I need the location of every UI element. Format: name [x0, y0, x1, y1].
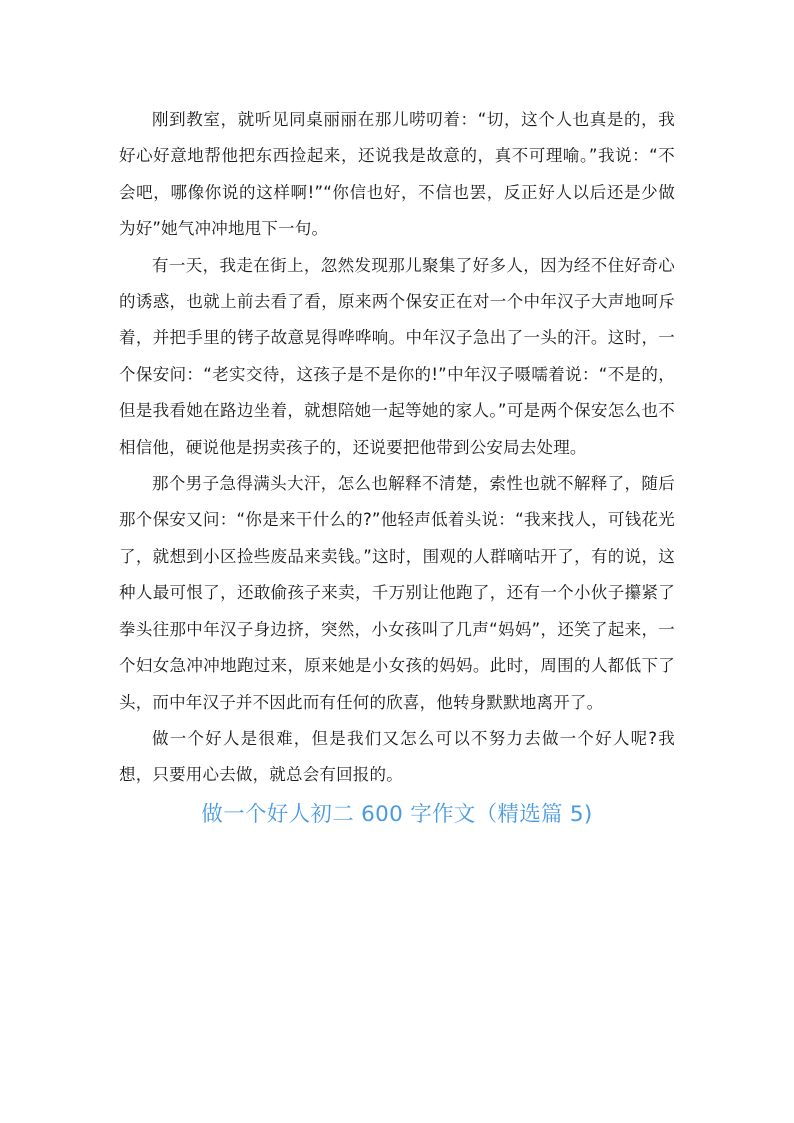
- paragraph-3: 那个男子急得满头大汗，怎么也解释不清楚，索性也就不解释了，随后那个保安又问：“你是来干什么的?”他轻声低着头说：“我来找人，可钱花光了，就想到小区捡些废品来卖钱。”这时，围观的人群嘀咕开了，有的说，这种人最可恨了，还敢偷孩子来卖，千万别让他跑了，还有一个小伙子攥紧了拳头往那中年汉子身边挤，突然，小女孩叫了几声“妈妈”，还笑了起来，一个妇女急冲冲地跑过来，原来她是小女孩的妈妈。此时，周围的人都低下了头，而中年汉子并不因此而有任何的欣喜，他转身默默地离开了。: [119, 474, 675, 712]
- essay-body: [119, 102, 675, 832]
- paragraph-4: 做一个好人是很难，但是我们又怎么可以不努力去做一个好人呢?我想，只要用心去做，就总会有回报的。: [119, 728, 675, 785]
- section-heading: 做一个好人初二 600 字作文（精选篇 5): [201, 801, 593, 827]
- paragraph-1: 刚到教室，就听见同桌丽丽在那儿唠叨着：“切，这个人也真是的，我好心好意地帮他把东西捡起来，还说我是故意的，真不可理喻。”我说：“不会吧，哪像你说的这样啊!”“你信也好，不信也罢，反正好人以后还是少做为好”她气冲冲地甩下一句。: [119, 110, 675, 239]
- paragraph-2: 有一天，我走在街上，忽然发现那儿聚集了好多人，因为经不住好奇心的诱惑，也就上前去看了看，原来两个保安正在对一个中年汉子大声地呵斥着，并把手里的铐子故意晃得哗哗响。中年汉子急出了一头的汗。这时，一个保安问：“老实交待，这孩子是不是你的!”中年汉子嗫嚅着说：“不是的，但是我看她在路边坐着，就想陪她一起等她的家人。”可是两个保安怎么也不相信他，硬说他是拐卖孩子的，还说要把他带到公安局去处理。: [119, 255, 675, 457]
